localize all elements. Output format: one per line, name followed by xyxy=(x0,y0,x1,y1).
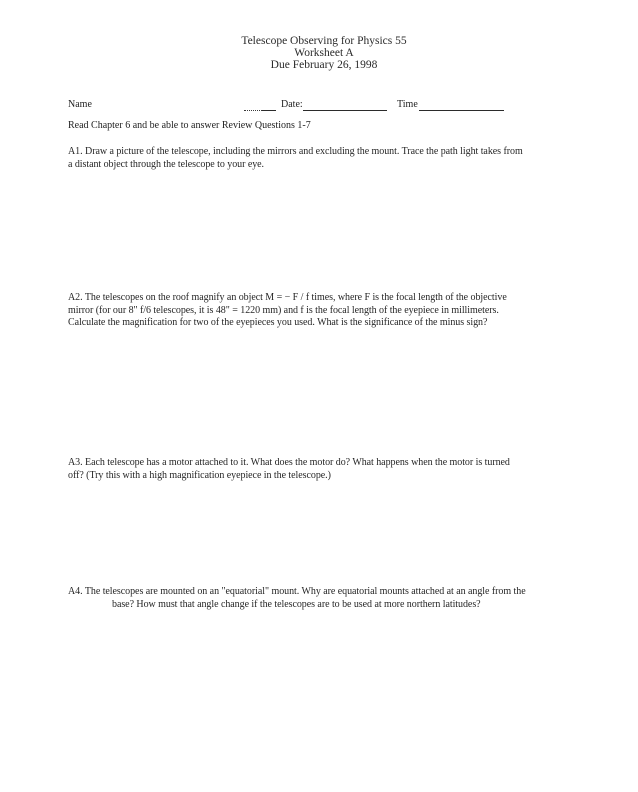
question-a2-line3: Calculate the magnification for two of the eyepieces you used. What is the significance of the minus sign? xyxy=(68,317,488,329)
question-a3 xyxy=(68,457,574,482)
question-a3-line2: off? (Try this with a high magnification eyepiece in the telescope.) xyxy=(68,469,331,481)
instructions-line: Read Chapter 6 and be able to answer Review Questions 1-7 xyxy=(68,120,311,131)
question-a4-line1: A4. The telescopes are mounted on an "equatorial" mount. Why are equatorial mounts attached at an angle from the xyxy=(68,586,526,597)
question-a2-line1: A2. The telescopes on the roof magnify an object M = − F / f times, where F is the focal length of the objective xyxy=(68,292,507,303)
question-a4-line2: base? How must that angle change if the telescopes are to be used at more northern latitudes? xyxy=(112,598,481,610)
question-a3-line1: A3. Each telescope has a motor attached to it. What does the motor do? What happens when the motor is turned xyxy=(68,457,510,468)
due-date: Due February 26, 1998 xyxy=(270,59,378,71)
time-label: Time xyxy=(397,99,418,110)
title-block xyxy=(5,35,638,71)
question-a1-line2: a distant object through the telescope to your eye. xyxy=(68,158,265,170)
worksheet-title: Telescope Observing for Physics 55 xyxy=(241,35,407,47)
name-blank-dotted xyxy=(244,99,262,111)
question-a4 xyxy=(68,586,574,611)
name-blank-solid xyxy=(262,99,276,111)
date-label: Date: xyxy=(281,99,303,110)
time-blank xyxy=(419,99,504,111)
question-a1-line1: A1. Draw a picture of the telescope, including the mirrors and excluding the mount. Trace the path light takes from xyxy=(68,146,523,157)
question-a2-line2: mirror (for our 8" f/6 telescopes, it is 48" = 1220 mm) and f is the focal length of the eyepiece in millimeters. xyxy=(68,304,499,316)
question-a2 xyxy=(68,292,574,330)
date-blank xyxy=(303,99,387,111)
worksheet-subtitle: Worksheet A xyxy=(294,47,354,59)
name-label: Name xyxy=(68,99,92,110)
question-a1 xyxy=(68,146,574,171)
